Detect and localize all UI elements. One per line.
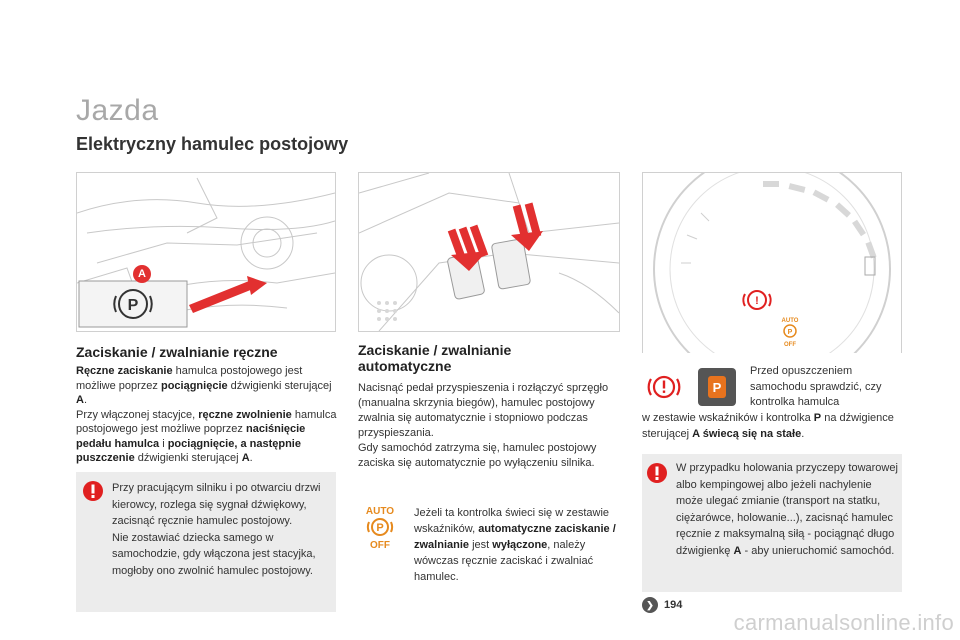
off-label: OFF xyxy=(370,540,390,551)
manual-p2-text5: . xyxy=(249,452,253,464)
manual-p1-text1: hamulca postojowego jest możliwe poprzez xyxy=(76,365,303,392)
automatic-note-text1: Jeżeli ta kontrolka świeci się w zestawie wskaźników, xyxy=(414,507,610,535)
automatic-note-bold1: automatyczne zaciskanie / zwalnianie xyxy=(414,523,616,551)
automatic-p2: Gdy samochód zatrzyma się, hamulec postojowy zaciska się automatycznie po wyłączeniu silnika. xyxy=(358,442,597,469)
check-text4: . xyxy=(801,427,805,440)
auto-label: AUTO xyxy=(365,506,395,517)
automatic-p1: Nacisnąć pedał przyspieszenia i rozłączyć sprzęgło (manualna skrzynia biegów), hamulec postojowy zwalnia się automatycznie i stopniowo podczas przyspieszania. xyxy=(358,382,609,439)
watermark: carmanualsonline.info xyxy=(733,610,954,635)
p-button-drawing xyxy=(698,368,736,406)
automatic-note-text3: , należy wówczas ręcznie zaciskać i zwalniać hamulec. xyxy=(414,539,594,583)
parking-brake-lever-illustration xyxy=(76,172,336,332)
towing-warning-text2: - aby unieruchomić samochód. xyxy=(741,544,895,557)
automatic-note-bold2: wyłączone xyxy=(492,539,548,551)
svg-text:P: P xyxy=(376,522,384,534)
pedals-drawing xyxy=(359,173,619,331)
manual-body xyxy=(76,364,338,466)
section-title: Jazda xyxy=(76,94,159,127)
manual-p2-text1: Przy włączonej stacyjce, xyxy=(76,408,199,421)
marker-a-label: A xyxy=(138,268,146,280)
automatic-note-text2: jest xyxy=(469,539,493,551)
instrument-cluster-illustration xyxy=(642,172,902,353)
check-text3: na dźwigience sterującej xyxy=(642,412,894,440)
pedals-illustration xyxy=(358,172,620,332)
auto-off-indicator-icon xyxy=(360,507,400,551)
auto-p-symbol xyxy=(360,517,400,537)
manual-p2-text3: i xyxy=(159,437,168,450)
svg-text:P: P xyxy=(712,380,722,395)
check-text-short: Przed opuszczeniem samochodu sprawdzić, czy kontrolka hamulca xyxy=(750,365,882,408)
automatic-body xyxy=(358,381,620,471)
check-bold2: A świecą się na stałe xyxy=(692,427,802,440)
warning-icon xyxy=(82,480,104,502)
marker-a-badge xyxy=(133,265,151,283)
manual-p1-bold3: A xyxy=(76,394,84,406)
check-bold1: P xyxy=(813,412,822,424)
towing-warning-box xyxy=(642,454,902,592)
cluster-drawing xyxy=(643,173,901,353)
p-button-icon xyxy=(698,368,736,406)
manual-p2-text2: hamulca postojowego jest możliwe poprzez xyxy=(76,408,337,435)
page-number xyxy=(642,597,682,613)
automatic-note xyxy=(414,505,624,585)
console-drawing xyxy=(77,173,335,331)
towing-warning-text1: W przypadku holowania przyczepy towarowej albo kempingowej albo jeżeli nachylenie może ulegać zmianie (transport na statku, ciężarówce, holowanie...), zacisnąć hamulec ręcznie z maksymalną siłą - pociągnąć długo dźwigienkę xyxy=(676,462,898,557)
page-title: Elektryczny hamulec postojowy xyxy=(76,134,349,154)
manual-p1-text3: . xyxy=(83,394,88,406)
automatic-title: Zaciskanie / zwalnianie automatyczne xyxy=(358,342,512,374)
cluster-auto-label: AUTO xyxy=(781,318,799,324)
manual-title: Zaciskanie / zwalnianie ręczne xyxy=(76,344,278,360)
manual-p1-text2: dźwigienki sterującej xyxy=(227,379,332,392)
manual-warning-box xyxy=(76,472,336,612)
svg-text:P: P xyxy=(787,329,793,336)
manual-warning-line1: Przy pracującym silniku i po otwarciu drzwi kierowcy, rozlega się sygnał dźwiękowy, zacisnąć ręcznie hamulec postojowy. xyxy=(112,482,321,527)
svg-text:!: ! xyxy=(755,295,759,307)
manual-warning-line2: Nie zostawiać dziecka samego w samochodzie, gdy włączona jest stacyjka, mogłoby ono zwolnić hamulec postojowy. xyxy=(112,531,316,577)
manual-p2-text4: dźwigienki sterującej xyxy=(134,452,242,464)
svg-text:P: P xyxy=(127,297,139,314)
check-text2: w zestawie wskaźników i kontrolka xyxy=(642,412,814,424)
brake-warning-light-icon xyxy=(646,372,682,402)
manual-p2-bold3: pociągnięcie, a następnie puszczenie xyxy=(76,437,301,464)
towing-warning-text xyxy=(676,460,898,559)
chevron-right-icon: ❯ xyxy=(642,597,658,613)
warning-icon xyxy=(646,462,668,484)
manual-p1-bold2: pociągnięcie xyxy=(160,379,228,392)
towing-warning-bold1: A xyxy=(733,544,742,557)
cluster-off-label: OFF xyxy=(784,342,796,348)
page-number-label: 194 xyxy=(664,599,683,611)
manual-p1-bold1: Ręczne zaciskanie xyxy=(76,365,173,377)
manual-p2-bold1: ręczne zwolnienie xyxy=(198,408,292,421)
check-text-full xyxy=(642,411,904,442)
manual-warning-text xyxy=(112,480,328,579)
manual-p2-bold2: naciśnięcie pedału hamulca xyxy=(76,423,306,450)
manual-p2-bold4: A xyxy=(241,452,250,464)
